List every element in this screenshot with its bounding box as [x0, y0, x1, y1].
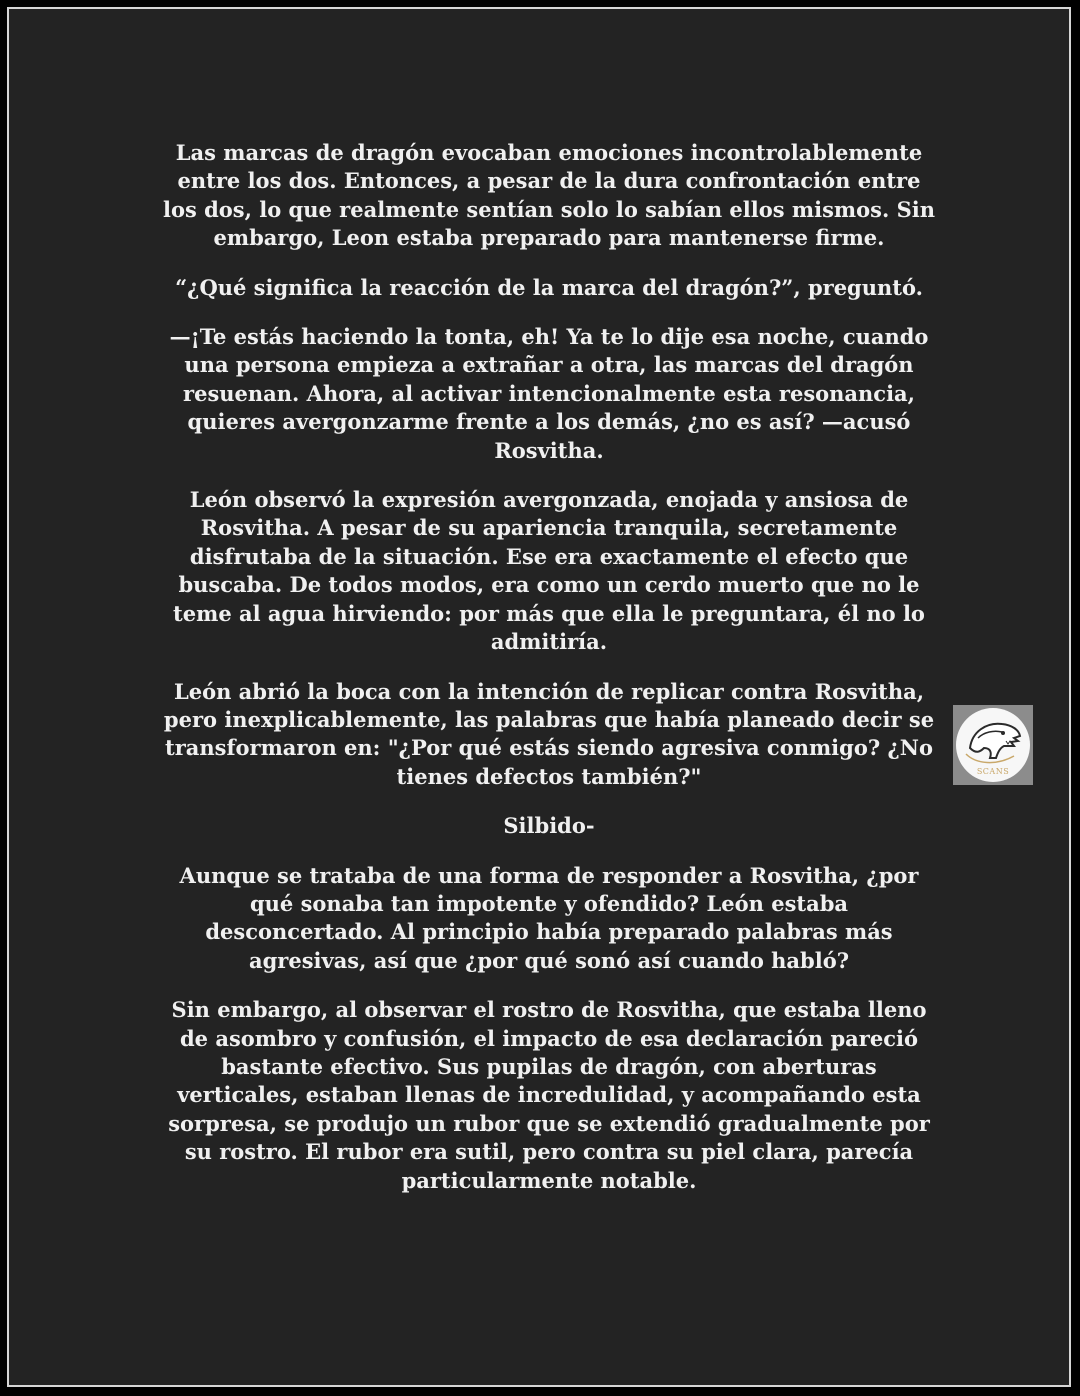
paragraph-6: Silbido- [503, 813, 595, 839]
scans-watermark [953, 705, 1033, 785]
paragraph-7: Aunque se trataba de una forma de responder a Rosvitha, ¿por qué sonaba tan impotente y ofendido? León estaba desconcertado. Al principio había preparado palabras más agresivas, así que ¿por qué sonó así cuando habló? [179, 862, 919, 973]
paragraph-4: León observó la expresión avergonzada, enojada y ansiosa de Rosvitha. A pesar de su apariencia tranquila, secretamente disfrutaba de la situación. Ese era exactamente el efecto que buscaba. De todos modos, era como un cerdo muerto que no le teme al agua hirviendo: por más que ella le preguntara, él no lo admitiría. [173, 487, 925, 655]
paragraph-5: León abrió la boca con la intención de replicar contra Rosvitha, pero inexplicablemente, las palabras que había planeado decir se transformaron en: "¿Por qué estás siendo agresiva conmigo? ¿No tienes defectos también?" [163, 678, 935, 789]
paragraph-3: —¡Te estás haciendo la tonta, eh! Ya te lo dije esa noche, cuando una persona empieza a extrañar a otra, las marcas del dragón resuenan. Ahora, al activar intencionalmente esta resonancia, quieres avergonzarme frente a los demás, ¿no es así? —acusó Rosvitha. [169, 324, 929, 463]
page-frame [7, 7, 1071, 1387]
paragraph-1: Las marcas de dragón evocaban emociones incontrolablemente entre los dos. Entonces, a pesar de la dura confrontación entre los dos, lo que realmente sentían solo lo sabían ellos mismos. Sin embargo, Leon estaba preparado para mantenerse firme. [163, 140, 935, 251]
text-column [159, 139, 939, 1216]
watermark-label: SCANS [976, 767, 1010, 776]
paragraph-2: “¿Qué significa la reacción de la marca del dragón?”, preguntó. [175, 274, 923, 300]
watermark-circle [956, 708, 1030, 782]
paragraph-8: Sin embargo, al observar el rostro de Rosvitha, que estaba lleno de asombro y confusión, el impacto de esa declaración pareció bastante efectivo. Sus pupilas de dragón, con aberturas verticales, estaban llenas de incredulidad, y acompañando esta sorpresa, se produjo un rubor que se extendió gradualmente por su rostro. El rubor era sutil, pero contra su piel clara, parecía particularmente notable. [168, 997, 930, 1193]
